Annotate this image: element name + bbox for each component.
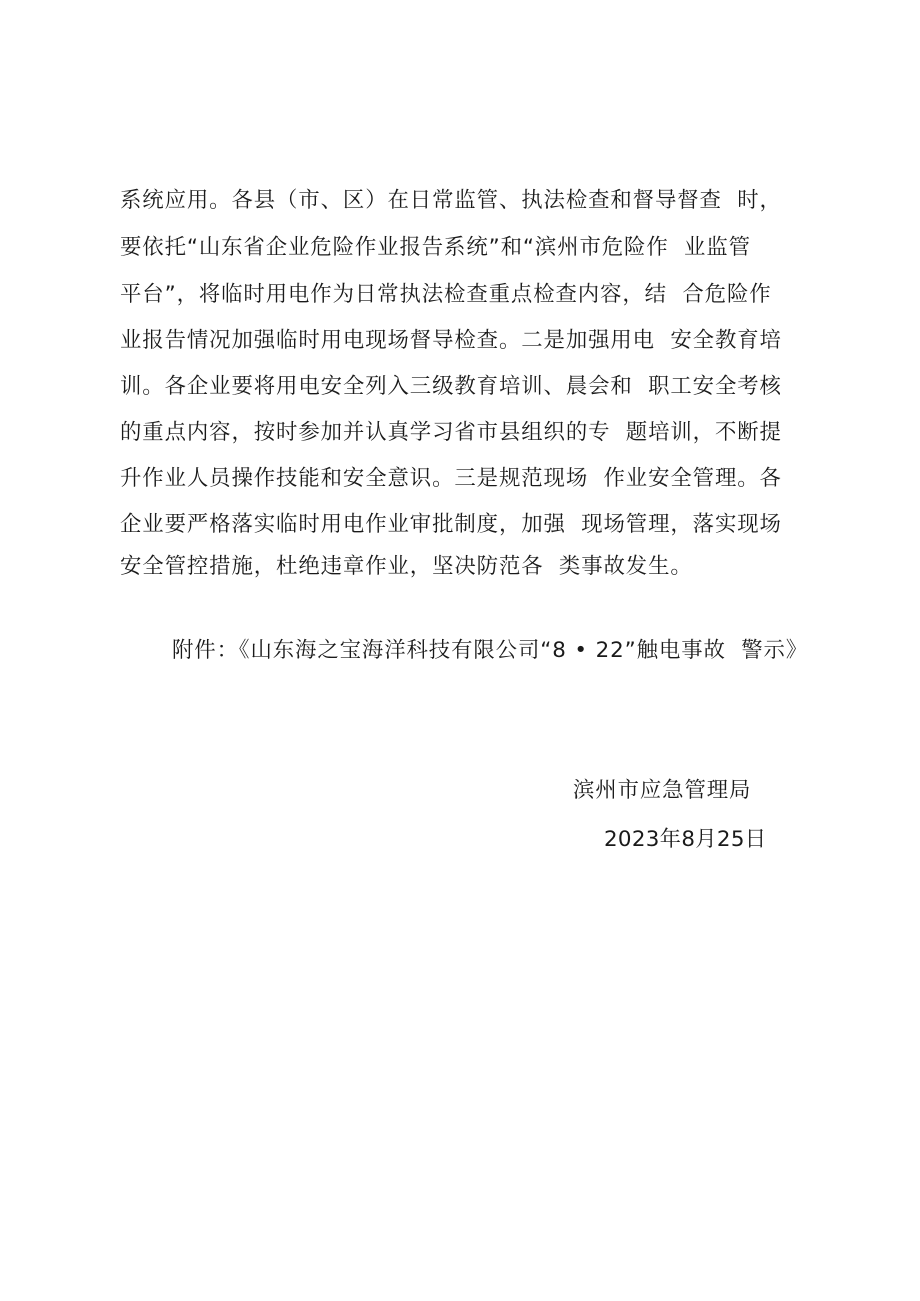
body-line: 业报告情况加强临时用电现场督导检查。二是加强用电 安全教育培 [120,328,782,353]
body-line: 的重点内容，按时参加并认真学习省市县组织的专 题培训，不断提 [120,420,782,445]
attachment-note: 附件：《山东海之宝海洋科技有限公司“8 • 22”触电事故 警示》 [172,638,809,663]
body-line: 升作业人员操作技能和安全意识。三是规范现场 作业安全管理。各 [120,466,782,491]
issue-date: 2023年8月25日 [604,827,767,852]
body-line: 企业要严格落实临时用电作业审批制度，加强 现场管理，落实现场 [120,512,782,537]
body-line: 平台”，将临时用电作为日常执法检查重点检查内容，结 合危险作 [120,282,772,307]
body-line: 系统应用。各县（市、区）在日常监管、执法检查和督导督查 时， [120,188,782,213]
body-line: 要依托“山东省企业危险作业报告系统”和“滨州市危险作 业监管 [120,235,751,260]
body-line: 安全管控措施，杜绝违章作业，坚决防范各 类事故发生。 [120,554,693,579]
issuing-authority: 滨州市应急管理局 [573,778,752,803]
body-line: 训。各企业要将用电安全列入三级教育培训、晨会和 职工安全考核 [120,374,782,399]
